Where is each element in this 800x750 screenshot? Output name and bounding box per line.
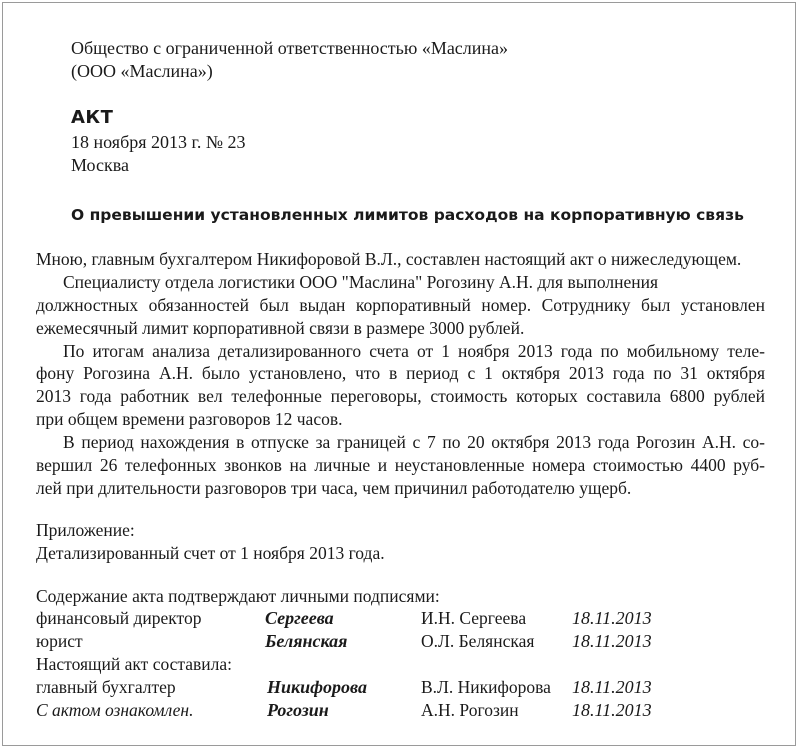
signature-role: финансовый директор <box>36 608 202 628</box>
body-paragraph-4-line-1: В период нахождения в отпуске за границей с 7 по 20 октября 2013 года Рогозин А.Н. со- <box>63 432 765 452</box>
body-paragraph-3-line-3: 2013 года работник вел телефонные переговоры, стоимость которых составила 6800 рублей <box>36 386 765 406</box>
body-paragraph-4-line-3: лей при длительности разговоров три часа, чем причинил работодателю ущерб. <box>36 478 632 498</box>
signatory-name: А.Н. Рогозин <box>421 700 519 720</box>
signatory-name: И.Н. Сергеева <box>421 608 527 628</box>
body-paragraph-2-line-2: должностных обязанностей был выдан корпоративный номер. Сотруднику был установлен <box>36 295 765 315</box>
signature-mark: Белянская <box>265 631 348 651</box>
document-page <box>2 2 796 746</box>
signature-date: 18.11.2013 <box>572 677 652 697</box>
act-date-number: 18 ноября 2013 г. № 23 <box>71 132 246 152</box>
signature-mark: Никифорова <box>267 677 367 697</box>
act-city: Москва <box>71 155 129 175</box>
body-paragraph-1: Мною, главным бухгалтером Никифоровой В.Л., составлен настоящий акт о нижеследующем. <box>36 249 742 269</box>
appendix-label: Приложение: <box>36 520 135 540</box>
body-paragraph-2-line-1: Специалисту отдела логистики ООО "Маслина" Рогозину А.Н. для выполнения <box>63 272 658 292</box>
body-paragraph-3-line-2: фону Рогозина А.Н. было установлено, что в период с 1 октября 2013 года по 31 октября <box>36 363 765 383</box>
signatory-name: О.Л. Белянская <box>421 631 535 651</box>
organization-full-name: Общество с ограниченной ответственностью «Маслина» <box>71 38 509 58</box>
signature-mark: Рогозин <box>267 700 329 720</box>
body-paragraph-2-line-3: ежемесячный лимит корпоративной связи в размере 3000 рублей. <box>36 318 525 338</box>
signatures-compiled-intro: Настоящий акт составила: <box>36 654 233 674</box>
signature-mark: Сергеева <box>265 608 334 628</box>
signatures-confirm-intro: Содержание акта подтверждают личными подписями: <box>36 586 440 606</box>
act-title: О превышении установленных лимитов расходов на корпоративную связь <box>71 206 744 224</box>
signature-date: 18.11.2013 <box>572 700 652 720</box>
appendix-text: Детализированный счет от 1 ноября 2013 года. <box>36 543 385 563</box>
body-paragraph-3-line-1: По итогам анализа детализированного счета от 1 ноября 2013 года по мобильному теле- <box>63 341 765 361</box>
body-paragraph-4-line-2: вершил 26 телефонных звонков на личные и неустановленные номера стоимостью 4400 руб- <box>36 455 765 475</box>
signature-date: 18.11.2013 <box>572 631 652 651</box>
signatory-name: В.Л. Никифорова <box>421 677 551 697</box>
act-heading: АКТ <box>71 107 114 128</box>
signature-role: юрист <box>36 631 83 651</box>
signature-date: 18.11.2013 <box>572 608 652 628</box>
body-paragraph-3-line-4: при общем времени разговоров 12 часов. <box>36 409 343 429</box>
organization-short-name: (ООО «Маслина») <box>71 61 213 81</box>
acknowledgement-label: С актом ознакомлен. <box>36 700 194 720</box>
signature-role: главный бухгалтер <box>36 677 176 697</box>
